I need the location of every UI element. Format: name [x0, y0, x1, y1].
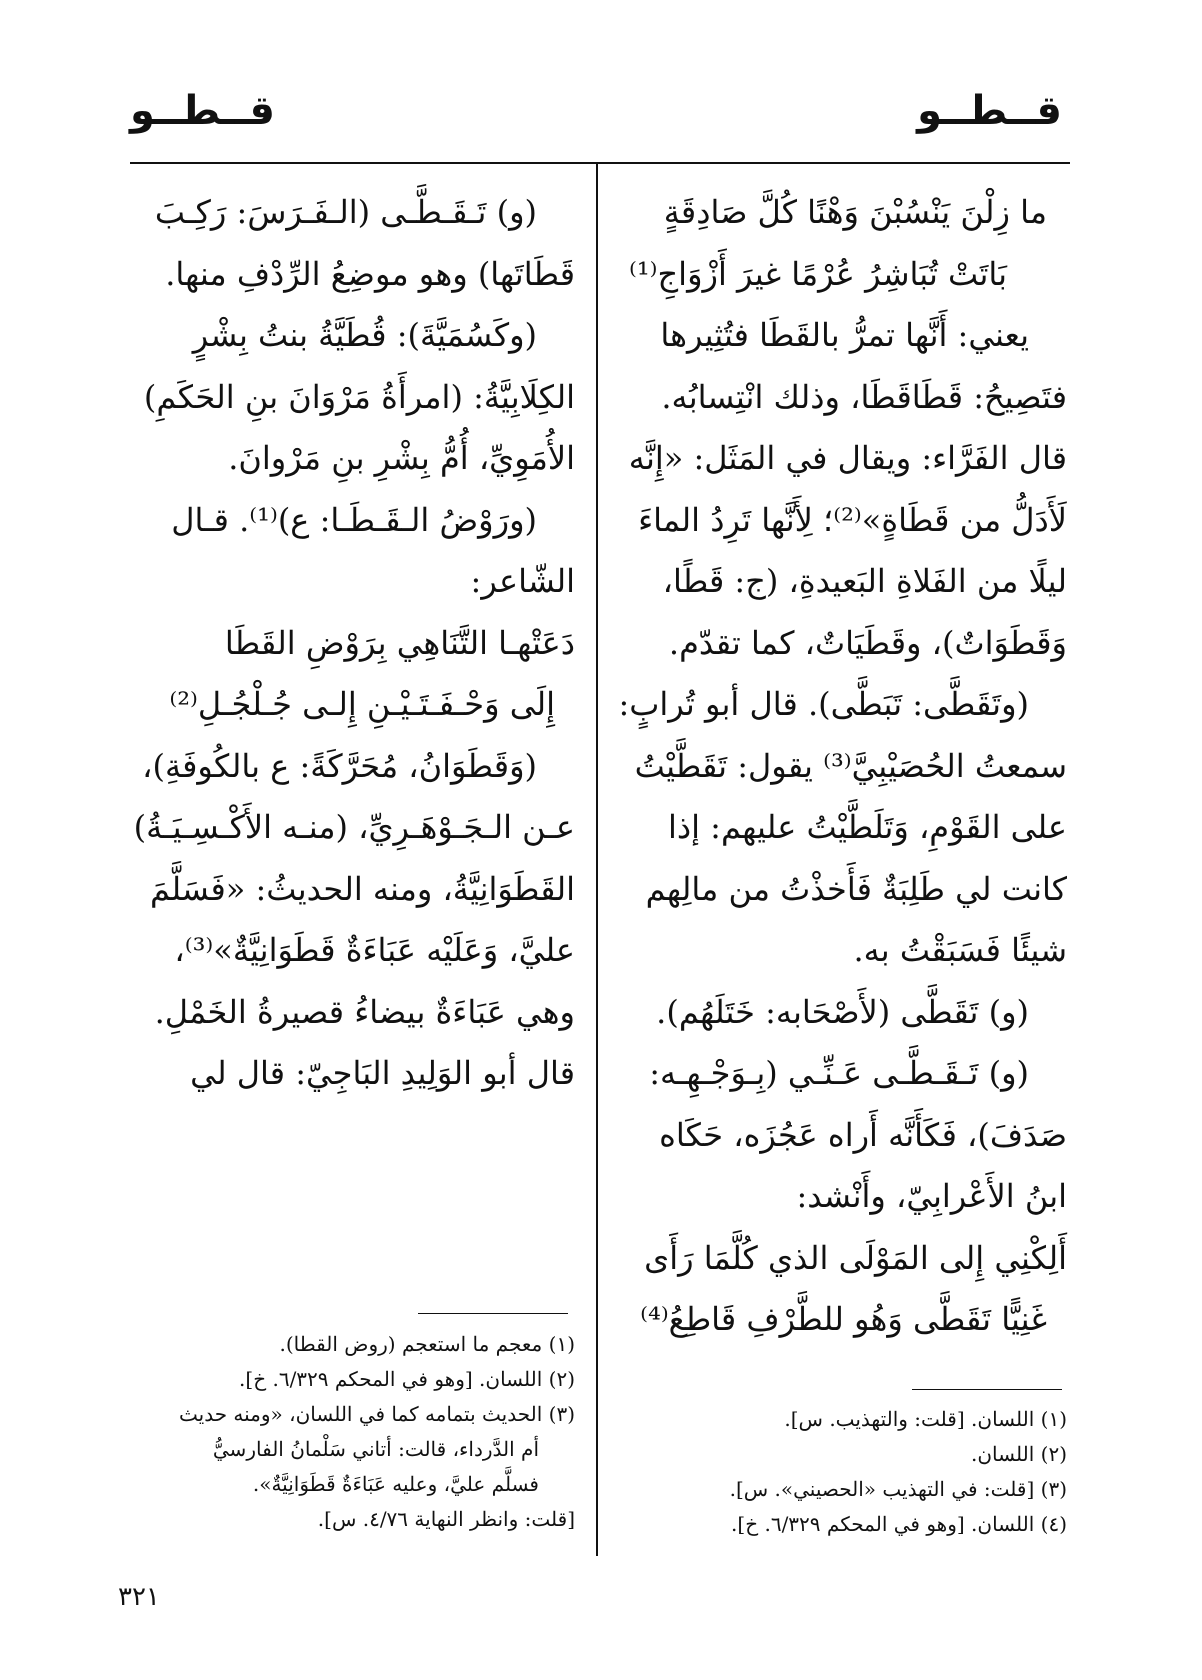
page-number: ٣٢١ [118, 1582, 160, 1612]
text-line: الشّاعر: [470, 562, 575, 600]
text-line: صَدَفَ)، فَكَأَنَّه أَراه عَجُزَه، حَكَاه [659, 1115, 1067, 1154]
text-line: كانت لي طَلِبَةٌ فَأَخذْتُ من مالِهم [645, 869, 1067, 908]
footnote-continuation: فسلَّم عليَّ، وعليه عَبَاءَةٌ قَطَوَانِيَّةٌ». [252, 1472, 539, 1496]
column-divider [596, 163, 598, 1556]
text-line: (وتَقَطَّى: تَبَطَّى). قال أبو تُرابٍ: [618, 685, 1029, 723]
text-line: (ورَوْضُ الـقَـطَـا: ع)⁽¹⁾. قـال [171, 500, 537, 539]
text-line: (و) تَـقَـطَّـى عَـنِّـي (بِـوَجْـهِـه: [649, 1054, 1029, 1092]
text-line: عـن الـجَـوْهَـرِيِّ، (منـه الأَكْـسِـيَـةُ) [133, 808, 575, 846]
text-line: قَطَاتَها) وهو موضِعُ الرِّدْفِ منها. [165, 254, 575, 293]
footnote: (٣) الحديث بتمامه كما في اللسان، «ومنه حديث [178, 1402, 575, 1426]
text-line: (و) تَقَطَّى (لأَصْحَابه: خَتَلَهُم). [656, 992, 1029, 1031]
right-footnotes [627, 1402, 1067, 1542]
right-column [618, 182, 1067, 1351]
text-line: ليلًا من الفَلاةِ البَعيدةِ، (ج: قَطًا، [662, 562, 1067, 600]
verse-line: غَنِيًّا تَقَطَّى وَهُو للطَّرْفِ قَاطِعُ⁽⁴⁾ [640, 1300, 1047, 1338]
verse-line: بَاتَتْ تُبَاشِرُ عُرْمًا غيرَ أَزْوَاجِ⁽¹⁾ [628, 254, 1007, 293]
text-line: على القَوْمِ، وَتَلَطَّيْتُ عليهم: إذا [667, 808, 1067, 846]
running-header-left: قــطــو [130, 88, 275, 134]
verse-line: دَعَتْهـا التَّنَاهِي بِرَوْضِ القَطَا [224, 623, 575, 662]
footnote: (٣) [قلت: في التهذيب «الحصيني». س]. [729, 1477, 1067, 1501]
running-header-right: قــطــو [917, 88, 1062, 134]
text-line: وهي عَبَاءَةٌ بيضاءُ قصيرةُ الخَمْلِ. [154, 992, 575, 1031]
text-line: ابنُ الأَعْرابِيّ، وأَنْشد: [796, 1177, 1067, 1215]
text-line: عليَّ، وَعَلَيْه عَبَاءَةٌ قَطَوَانِيَّةٌ»⁽³⁾، [174, 931, 575, 969]
footnote-continuation: أم الدَّرداء، قالت: أتاني سَلْمانُ الفارسيُّ [212, 1437, 539, 1461]
verse-line: ما زِلْنَ يَنْسُبْنَ وَهْنًا كُلَّ صَادِقَةٍ [663, 193, 1047, 231]
text-line: (و) تَـقَـطَّـى (الـفَـرَسَ: رَكِـبَ [154, 193, 537, 231]
text-line: قال الفَرَّاء: ويقال في المَثَل: «إِنَّه [628, 439, 1067, 477]
header-rule [130, 162, 1070, 164]
text-line: (وَقَطَوَانُ، مُحَرَّكَةً: ع بالكُوفَةِ)، [142, 746, 537, 785]
text-line: (وكَسُمَيَّةَ): قُطَيَّةُ بنتُ بِشْرٍ [192, 316, 537, 354]
footnote: [قلت: وانظر النهاية ٤/٧٦. س]. [317, 1507, 575, 1531]
text-line: الأُمَوِيِّ، أُمُّ بِشْرِ بنِ مَرْوانَ. [228, 439, 575, 477]
text-line: وَقَطَوَاتٌ)، وقَطَيَاتٌ، كما تقدّم. [668, 623, 1067, 662]
left-footnotes [135, 1327, 575, 1537]
footnote: (١) معجم ما استعجم (روض القطا). [279, 1332, 575, 1356]
verse-line: إِلَى وَحْـفَـتَـيْـنِ إِلـى جُـلْجُـلِ⁽²⁾ [169, 685, 555, 723]
footnote: (٢) اللسان. [وهو في المحكم ٦/٣٢٩. خ]. [239, 1367, 575, 1391]
verse-line: أَلِكْنِي إِلى المَوْلَى الذي كُلَّمَا رَأَى [644, 1238, 1067, 1277]
left-column [135, 182, 575, 1105]
text-line: يعني: أَنَّها تمرُّ بالقَطَا فتُثِيرها [660, 316, 1029, 354]
text-line: قال أبو الوَلِيدِ البَاجِيّ: قال لي [190, 1054, 575, 1092]
text-line: فتَصِيحُ: قَطَاقَطَا، وذلك انْتِسابُه. [661, 377, 1067, 416]
text-line: لَأَدَلُّ من قَطَاةٍ»⁽²⁾؛ لِأَنَّها تَرِدُ الماءَ [638, 500, 1067, 539]
text-line: سمعتُ الحُصَيْبِيَّ⁽³⁾ يقول: تَقَطَّيْتُ [634, 746, 1067, 785]
footnote-rule [912, 1389, 1062, 1390]
text-line: شيئًا فَسَبَقْتُ به. [853, 931, 1067, 969]
footnote: (١) اللسان. [قلت: والتهذيب. س]. [784, 1407, 1067, 1431]
text-line: الكِلَابِيَّةُ: (امرأَةُ مَرْوَانَ بنِ الحَكَمِ) [143, 377, 575, 416]
footnote: (٢) اللسان. [971, 1442, 1067, 1466]
footnote-rule [418, 1313, 568, 1314]
text-line: القَطَوَانِيَّةُ، ومنه الحديثُ: «فَسَلَّمَ [150, 869, 575, 908]
footnote: (٤) اللسان. [وهو في المحكم ٦/٣٢٩. خ]. [731, 1512, 1067, 1536]
